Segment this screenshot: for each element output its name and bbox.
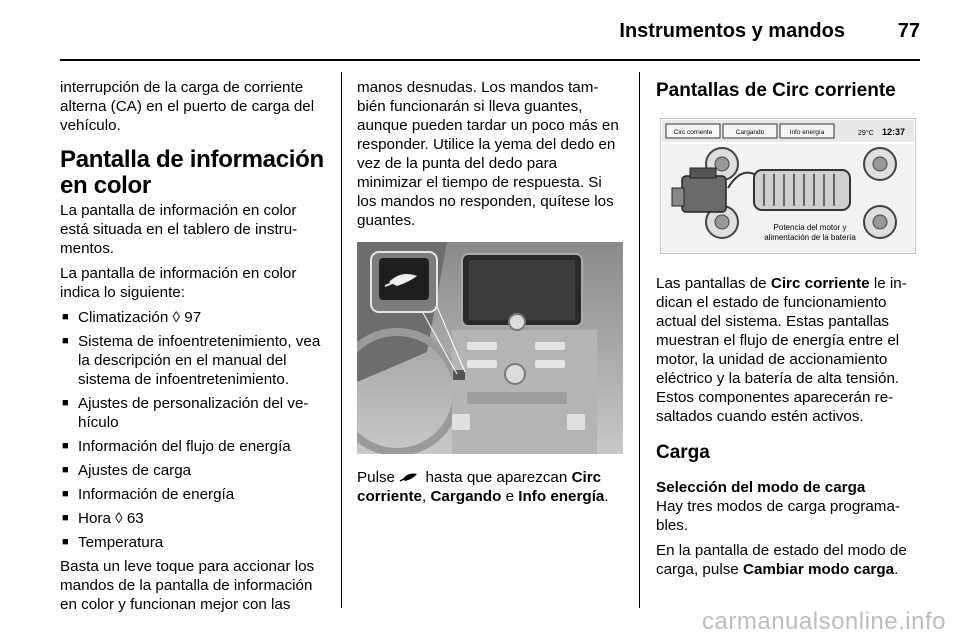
pulse-paragraph: Pulse hasta que aparezcan Circ corriente, Cargando e Info energía. [357, 469, 609, 505]
header-title: Instrumentos y mandos [619, 20, 845, 42]
paragraph: En la pantalla de estado del modo de carga, pulse Cambiar modo carga. [656, 542, 907, 578]
menu-name-circ-corriente: Circ corriente [770, 275, 870, 292]
paragraph: La pantalla de información en color está situada en el tablero de instru-mentos. [60, 202, 298, 257]
list-item: ■ Ajustes de carga [60, 461, 326, 480]
pulse-text: hasta que aparezcan [425, 469, 568, 486]
list-item: ■ Información del flujo de energía [60, 437, 326, 456]
section-heading-carga: Carga [656, 442, 710, 463]
column-3 [656, 78, 922, 585]
watermark: carmanualsonline.info [702, 608, 946, 635]
menu-name-cargando: Cargando [430, 488, 502, 505]
page-number: 77 [897, 20, 920, 42]
screen-temperature: 29°C [858, 130, 874, 137]
intro-paragraph: interrupción de la carga de corriente alterna (CA) en el puerto de carga del vehículo. [60, 79, 315, 134]
battery-icon [754, 170, 850, 210]
feature-list [60, 308, 326, 552]
section-heading-circ-corriente: Pantallas de Circ corriente [656, 80, 896, 101]
list-item: ■ Información de energía [60, 485, 326, 504]
column-divider-2 [639, 72, 640, 608]
list-item: ■ Hora ◊ 63 [60, 509, 326, 528]
power-flow-screen-illustration [660, 118, 916, 254]
wheel-icon [864, 206, 896, 238]
paragraph: La pantalla de información en color indica lo siguiente: [60, 265, 297, 301]
screen-caption-line2: alimentación de la batería [764, 233, 856, 242]
screen-tab-info-energia: Info energía [789, 129, 825, 136]
menu-name-circ-corriente: Circ corriente [357, 469, 602, 505]
leaf-button-icon [399, 470, 421, 484]
paragraph: Las pantallas de Circ corriente le in-dican el estado de funcionamiento actual del sistema. Estas pantallas muestran el flujo de energía entre el motor, la unidad de accionamiento eléctrico y la batería de alta tensión. Estos componentes aparecerán re-saltados cuando estén activos. [656, 275, 907, 425]
section-heading-color-display: Pantalla de información en color [60, 146, 324, 199]
screen-caption-line1: Potencia del motor y [773, 223, 847, 232]
screen-time: 12:37 [882, 127, 906, 137]
pulse-text: Pulse [357, 469, 395, 486]
wheel-icon [864, 148, 896, 180]
menu-name-cambiar-modo-carga: Cambiar modo carga [742, 561, 895, 578]
paragraph: Hay tres modos de carga programa-bles. [656, 498, 900, 534]
dashboard-photo [357, 242, 623, 454]
column-1 [60, 78, 326, 620]
screen-tab-cargando: Cargando [735, 129, 765, 136]
menu-name-info-energia: Info energía [518, 488, 605, 505]
header-rule [60, 59, 920, 61]
column-divider-1 [341, 72, 342, 608]
screen-tab-circ-corriente: Circ corriente [673, 129, 713, 136]
page-header [60, 18, 920, 62]
column-2 [357, 78, 623, 512]
list-item: ■ Climatización ◊ 97 [60, 308, 326, 327]
subheading-charge-mode: Selección del modo de carga [656, 479, 866, 496]
paragraph: Basta un leve toque para accionar los mandos de la pantalla de información en color y funcionan mejor con las [60, 558, 315, 613]
list-item: ■ Temperatura [60, 533, 326, 552]
paragraph: manos desnudas. Los mandos tam-bién funcionarán si lleva guantes, aunque pueden tardar un poco más en responder. Utilice la yema del dedo en vez de la punta del dedo para minimizar el tiempo de respuesta. Si los mandos no responden, quítese los guantes. [357, 79, 619, 229]
list-item: ■ Ajustes de personalización del ve-hículo [60, 394, 326, 432]
list-item: ■ Sistema de infoentretenimiento, vea la descripción en el manual del sistema de infoentretenimiento. [60, 332, 326, 389]
